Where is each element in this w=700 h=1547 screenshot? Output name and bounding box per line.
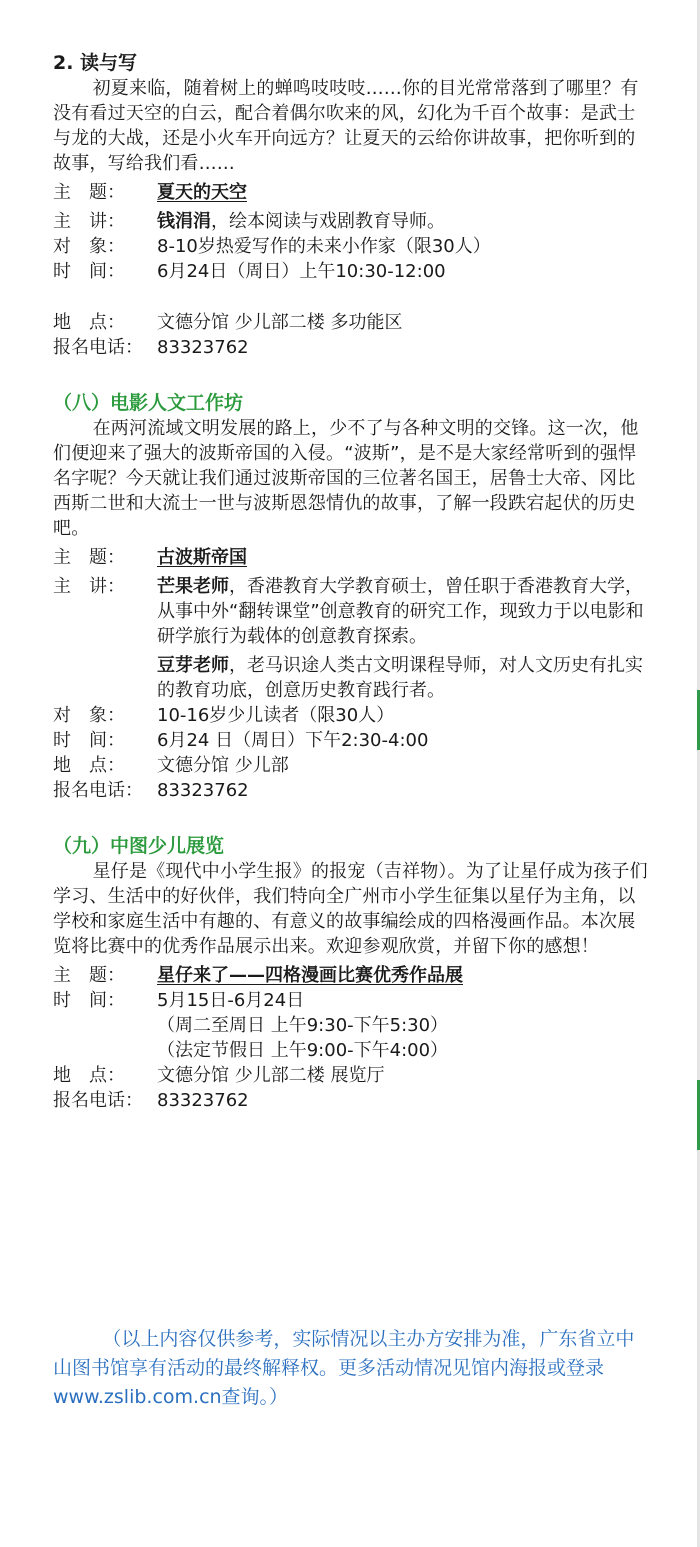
phone-row (53, 1088, 648, 1113)
section-heading: （八）电影人文工作坊 (53, 392, 244, 414)
section-children-exhibition (53, 833, 648, 1113)
time-weekday: （周二至周日 上午9:30-下午5:30） (157, 1015, 449, 1036)
place-row (53, 753, 648, 778)
section-reading-writing (53, 50, 648, 360)
section-intro: 初夏来临，随着树上的蝉鸣吱吱吱……你的目光常常落到了哪里？有没有看过天空的白云，配合着偶尔吹来的风，幻化为千百个故事：是武士与龙的大战，还是小火车开向远方？让夏天的云给你讲故事，把你听到的故事，写给我们看…… (53, 78, 639, 174)
audience-label: 对 象： (53, 705, 125, 726)
speaker1-desc: ，香港教育大学教育硕士，曾任职于香港教育大学，从事中外“翻转课堂”创意教育的研究工作，现致力于以电影和研学旅行为载体的创意教育探索。 (157, 576, 644, 647)
disclaimer-note: （以上内容仅供参考，实际情况以主办方安排为准，广东省立中山图书馆享有活动的最终解释权。更多活动情况见馆内海报或登录www.zslib.com.cn查询。） (53, 1328, 635, 1408)
topic-label: 主 题： (53, 965, 125, 986)
topic-value: 星仔来了——四格漫画比赛优秀作品展 (157, 965, 463, 986)
time-row (53, 259, 648, 284)
section-film-workshop (53, 390, 648, 803)
time-row (53, 988, 648, 1013)
phone-value: 83323762 (157, 780, 249, 801)
speaker2-name: 豆芽老师 (157, 655, 229, 676)
time-label: 时 间： (53, 990, 125, 1011)
speaker1-name: 芒果老师 (157, 576, 229, 597)
time-value: 6月24 日（周日）下午2:30-4:00 (157, 730, 429, 751)
audience-value: 10-16岁少儿读者（限30人） (157, 705, 395, 726)
place-label: 地 点： (53, 1065, 125, 1086)
phone-row (53, 335, 648, 360)
time-holiday: （法定节假日 上午9:00-下午4:00） (157, 1040, 449, 1061)
phone-label: 报名电话： (53, 337, 143, 358)
document-body (53, 50, 648, 1113)
audience-row (53, 703, 648, 728)
topic-label: 主 题： (53, 547, 125, 568)
speaker-row (53, 574, 648, 649)
phone-value: 83323762 (157, 337, 249, 358)
audience-value: 8-10岁热爱写作的未来小作家（限30人） (157, 236, 491, 257)
topic-value: 古波斯帝国 (157, 547, 247, 568)
speaker2-value (53, 653, 648, 703)
topic-row (53, 545, 648, 570)
topic-value: 夏天的天空 (157, 182, 247, 203)
phone-value: 83323762 (157, 1090, 249, 1111)
time-row (53, 728, 648, 753)
speaker-label: 主 讲： (53, 576, 125, 597)
place-value: 文德分馆 少儿部二楼 多功能区 (157, 312, 403, 333)
speaker-value (157, 209, 648, 234)
place-value: 文德分馆 少儿部 (157, 755, 289, 776)
speaker-name: 钱涓涓 (157, 211, 211, 232)
speaker-row (53, 209, 648, 234)
time-value: 6月24日（周日）上午10:30-12:00 (157, 261, 446, 282)
speaker2-desc: ，老马识途人类古文明课程导师，对人文历史有扎实的教育功底，创意历史教育践行者。 (157, 655, 643, 701)
place-label: 地 点： (53, 312, 125, 333)
speaker1-value (157, 574, 648, 649)
time-value: 5月15日-6月24日 (157, 990, 305, 1011)
time-label: 时 间： (53, 261, 125, 282)
time-label: 时 间： (53, 730, 125, 751)
topic-label: 主 题： (53, 182, 125, 203)
topic-row (53, 963, 648, 988)
section-intro: 在两河流域文明发展的路上，少不了与各种文明的交锋。这一次，他们便迎来了强大的波斯帝国的入侵。“波斯”，是不是大家经常听到的强悍名字呢？今天就让我们通过波斯帝国的三位著名国王，居鲁士大帝、冈比西斯二世和大流士一世与波斯恩怨情仇的故事，了解一段跌宕起伏的历史吧。 (53, 418, 639, 539)
phone-row (53, 778, 648, 803)
speaker-label: 主 讲： (53, 211, 125, 232)
place-label: 地 点： (53, 755, 125, 776)
section-intro: 星仔是《现代中小学生报》的报宠（吉祥物）。为了让星仔成为孩子们学习、生活中的好伙伴，我们特向全广州市小学生征集以星仔为主角，以学校和家庭生活中有趣的、有意义的故事编绘成的四格漫画作品。本次展览将比赛中的优秀作品展示出来。欢迎参观欣赏，并留下你的感想！ (53, 861, 648, 957)
place-row (53, 310, 648, 335)
phone-label: 报名电话： (53, 1090, 143, 1111)
speaker-desc: ，绘本阅读与戏剧教育导师。 (211, 211, 445, 232)
topic-row (53, 180, 648, 205)
section-heading: 2. 读与写 (53, 52, 138, 74)
place-row (53, 1063, 648, 1088)
place-value: 文德分馆 少儿部二楼 展览厅 (157, 1065, 385, 1086)
phone-label: 报名电话： (53, 780, 143, 801)
audience-row (53, 234, 648, 259)
section-heading: （九）中图少儿展览 (53, 835, 225, 857)
audience-label: 对 象： (53, 236, 125, 257)
